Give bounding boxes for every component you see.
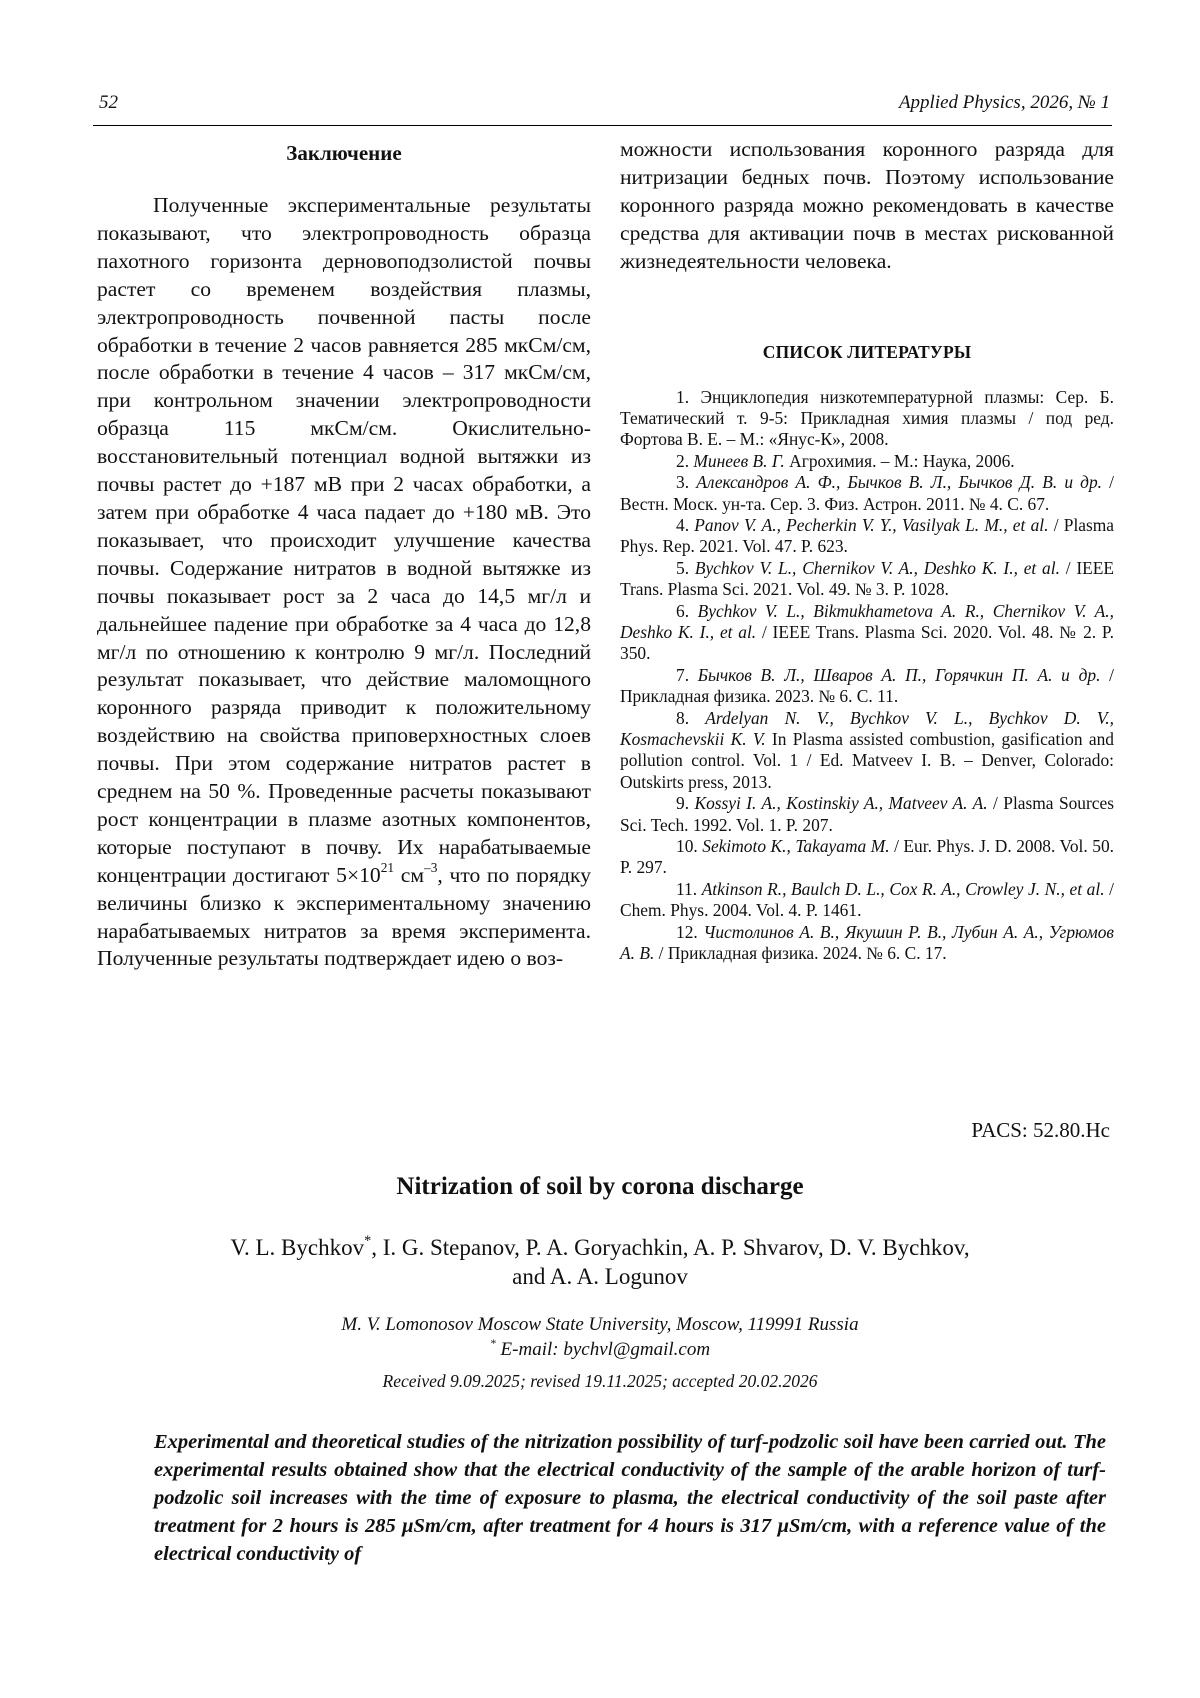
reference-item: [620, 879, 1114, 922]
reference-source: / IEEE Trans. Plasma Sci. 2021. Vol. 49. № 3. P. 1028.: [620, 557, 1115, 600]
reference-authors: Ardelyan N. V., Bychkov V. L., Bychkov D. V., Kosmachevskii K. V.: [620, 707, 1114, 750]
reference-list: [620, 387, 1114, 965]
reference-source: / Прикладная физика. 2023. № 6. С. 11.: [620, 664, 1115, 707]
reference-item: [620, 515, 1114, 558]
reference-item: [620, 472, 1114, 515]
exponent-minus3: –3: [424, 860, 438, 876]
reference-authors: Бычков В. Л., Шваров А. П., Горячкин П. А. и др.: [697, 664, 1101, 685]
author-star: *: [364, 1232, 372, 1249]
reference-number: 11.: [676, 878, 702, 899]
authors-rest: , I. G. Stepanov, P. A. Goryachkin, A. P. Shvarov, D. V. Bychkov,: [371, 1235, 970, 1260]
reference-source: Агрохимия. – М.: Наука, 2006.: [784, 450, 1015, 471]
unit-text: см: [394, 862, 425, 887]
conclusion-paragraph: [97, 192, 591, 973]
reference-source: / Вестн. Моск. ун-та. Сер. 3. Физ. Астрон. 2011. № 4. С. 67.: [620, 472, 1115, 514]
conclusion-title: Заключение: [286, 141, 402, 165]
conclusion-continuation: можности использования коронного разряда для нитризации бедных почв. Поэтому использование коронного разряда можно рекомендовать в качестве средства для активации почв в местах рискованной жизнедеятельности человека.: [620, 137, 1114, 273]
reference-item: [620, 793, 1114, 836]
reference-item: [620, 387, 1114, 451]
reference-item: [620, 836, 1114, 879]
reference-number: 4.: [676, 514, 695, 535]
reference-number: 5.: [676, 557, 695, 578]
reference-number: 1.: [676, 386, 701, 407]
received-dates: Received 9.09.2025; revised 19.11.2025; accepted 20.02.2026: [382, 1371, 818, 1391]
page-number: 52: [99, 92, 118, 113]
reference-item: [620, 558, 1114, 601]
author-first: V. L. Bychkov: [230, 1235, 365, 1260]
authors-line2: and A. A. Logunov: [512, 1264, 688, 1289]
reference-source: In Plasma assisted combustion, gasification and pollution control. Vol. 1 / Ed. Matveev I. B. – Denver, Colorado: Outskirts press, 2013.: [620, 729, 1114, 792]
reference-source: / Plasma Phys. Rep. 2021. Vol. 47. P. 623.: [620, 514, 1115, 557]
reference-authors: Bychkov V. L., Chernikov V. A., Deshko K. I., et al.: [694, 557, 1060, 578]
reference-item: [620, 665, 1114, 708]
conclusion-text: Полученные экспериментальные результаты показывают, что электропроводность образца пахотного горизонта дерновоподзолистой почвы растет со временем воздействия плазмы, электропроводность почвенной пасты после обработки в течение 2 часов равняется 285 мкСм/см, после обработки в течение 4 часов – 317 мкСм/см, при контрольном значении электропроводности образца 115 мкСм/см. Окислительно-восстановительный потенциал водной вытяжки из почвы растет до +187 мВ при 2 часах обработки, а затем при обработке 4 часа падает до +180 мВ. Это показывает, что происходит улучшение качества почвы. Содержание нитратов в водной вытяжке из почвы показывает рост за 2 часа до 14,5 мг/л и дальнейшее падение при обработке за 4 часа до 12,8 мг/л по отношению к контролю 9 мг/л. Последний результат показывает, что действие маломощного коронного разряда приводит к положительному воздействию на свойства приповерхностных слоев почвы. При этом содержание нитратов растет в среднем на 50 %. Проведенные расчеты показывают рост концентрации в плазме азотных компонентов, которые поступают в почву. Их нарабатываемые концентрации достигают 5×10: [97, 193, 591, 887]
reference-number: 7.: [676, 664, 698, 685]
reference-number: 9.: [676, 793, 695, 814]
reference-number: 6.: [676, 600, 698, 621]
reference-item: [620, 451, 1114, 472]
reference-authors: Kossyi I. A., Kostinskiy A., Matveev A. A.: [694, 793, 988, 814]
reference-authors: Atkinson R., Baulch D. L., Cox R. A., Crowley J. N., et al.: [701, 878, 1105, 899]
reference-source: / IEEE Trans. Plasma Sci. 2020. Vol. 48. № 2. P. 350.: [620, 622, 1115, 664]
reference-item: [620, 922, 1114, 965]
email-star: *: [489, 1336, 496, 1350]
author-list: [0, 1233, 1200, 1291]
reference-item: [620, 601, 1114, 665]
reference-source: Энциклопедия низкотемпературной плазмы: Сер. Б. Тематический т. 9-5: Прикладная химия плазмы / под ред. Фортова В. Е. – М.: «Янус-К», 2008.: [620, 386, 1114, 450]
email-link[interactable]: E-mail: bychvl@gmail.com: [495, 1339, 711, 1360]
header-rule: [93, 125, 1112, 126]
article-title: Nitrization of soil by corona discharge: [396, 1173, 804, 1200]
reference-source: / Chem. Phys. 2004. Vol. 4. P. 1461.: [620, 878, 1114, 921]
reference-number: 10.: [676, 836, 703, 857]
affiliation-text: M. V. Lomonosov Moscow State University, Moscow, 119991 Russia: [341, 1314, 859, 1335]
reference-number: 2.: [676, 450, 694, 471]
reference-item: [620, 708, 1114, 794]
reference-authors: Bychkov V. L., Bikmukhametova A. R., Chernikov V. A., Deshko K. I., et al.: [620, 600, 1114, 642]
reference-source: / Прикладная физика. 2024. № 6. С. 17.: [654, 943, 947, 964]
reference-number: 8.: [676, 707, 706, 728]
abstract: Experimental and theoretical studies of the nitrization possibility of turf-podzolic soil have been carried out. The experimental results obtained show that the electrical conductivity of the sample of the arable horizon of turf-podzolic soil increases with the time of exposure to plasma, the electrical conductivity of the soil paste after treatment for 2 hours is 285 μSm/cm, after treatment for 4 hours is 317 μSm/cm, with a reference value of the electrical conductivity of: [154, 1431, 1106, 1565]
affiliation: [0, 1312, 1200, 1362]
exponent-21: 21: [380, 860, 395, 876]
right-column: [620, 136, 1114, 965]
reference-number: 12.: [676, 921, 704, 942]
reference-authors: Sekimoto K., Takayama M.: [702, 836, 890, 857]
references-title: СПИСОК ЛИТЕРАТУРЫ: [762, 341, 972, 362]
page-header: [95, 92, 1110, 122]
reference-source: / Plasma Sources Sci. Tech. 1992. Vol. 1. P. 207.: [620, 793, 1115, 835]
reference-authors: Александров А. Ф., Бычков В. Л., Бычков Д. В. и др.: [696, 472, 1103, 493]
left-column: [97, 136, 591, 973]
reference-authors: Чистолинов А. В., Якушин Р. В., Лубин А. А., Угрюмов А. В.: [620, 921, 1114, 964]
journal-name: Applied Physics, 2026, № 1: [898, 92, 1110, 113]
reference-authors: Panov V. A., Pecherkin V. Y., Vasilyak L. M., et al.: [694, 514, 1049, 535]
reference-number: 3.: [676, 472, 697, 493]
conclusion-text-end: , что по порядку величины близко к экспериментальному значению нарабатываемых нитратов за время эксперимента. Полученные результаты подтверждает идею о воз-: [97, 862, 591, 971]
reference-authors: Минеев В. Г.: [693, 450, 785, 471]
pacs-code: PACS: 52.80.Hc: [971, 1118, 1110, 1142]
reference-source: / Eur. Phys. J. D. 2008. Vol. 50. P. 297.: [620, 836, 1114, 878]
